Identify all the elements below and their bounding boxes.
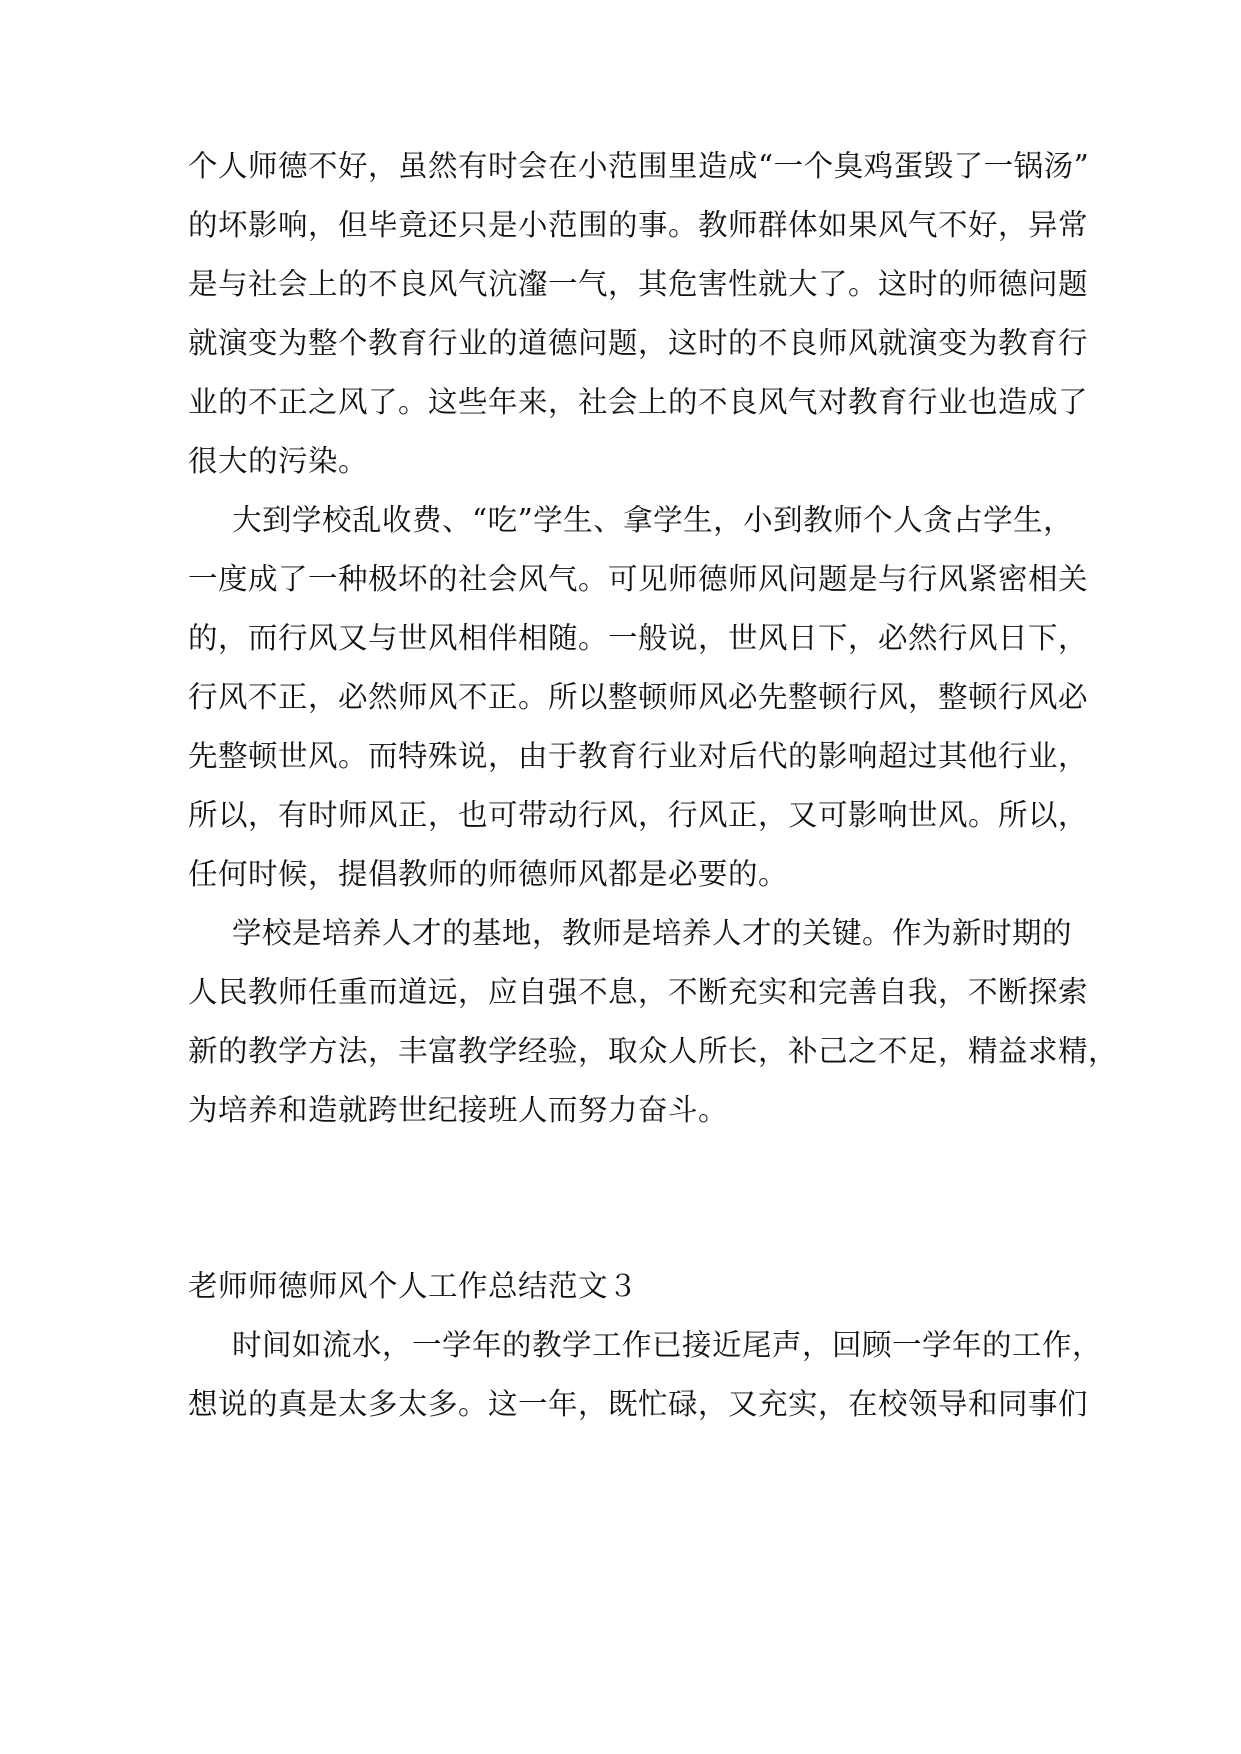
- section-title: 老师师德师风个人工作总结范文３: [188, 1269, 639, 1303]
- text-line: 为培养和造就跨世纪接班人而努力奋斗。: [188, 1093, 729, 1127]
- text-line: 时间如流水，一学年的教学工作已接近尾声，回顾一学年的工作，: [232, 1328, 1103, 1362]
- text-line: 想说的真是太多太多。这一年，既忙碌，又充实，在校领导和同事们: [188, 1387, 1089, 1421]
- text-line: 所以，有时师风正，也可带动行风，行风正，又可影响世风。所以，: [188, 798, 1089, 832]
- text-line: 是与社会上的不良风气沆瀣一气，其危害性就大了。这时的师德问题: [188, 267, 1089, 301]
- text-line: 个人师德不好，虽然有时会在小范围里造成“一个臭鸡蛋毁了一锅汤”: [188, 149, 1090, 183]
- text-line: 学校是培养人才的基地，教师是培养人才的关键。作为新时期的: [232, 916, 1073, 950]
- text-line: 就演变为整个教育行业的道德问题，这时的不良师风就演变为教育行: [188, 326, 1089, 360]
- text-line: 行风不正，必然师风不正。所以整顿师风必先整顿行风，整顿行风必: [188, 680, 1089, 714]
- text-line: 的坏影响，但毕竟还只是小范围的事。教师群体如果风气不好，异常: [188, 208, 1089, 242]
- text-line: 业的不正之风了。这些年来，社会上的不良风气对教育行业也造成了: [188, 385, 1089, 419]
- text-line: 一度成了一种极坏的社会风气。可见师德师风问题是与行风紧密相关: [188, 562, 1089, 596]
- text-line: 新的教学方法，丰富教学经验，取众人所长，补己之不足，精益求精，: [188, 1034, 1119, 1068]
- text-line: 很大的污染。: [188, 444, 369, 478]
- text-line: 大到学校乱收费、“吃”学生、拿学生，小到教师个人贪占学生，: [232, 503, 1074, 537]
- text-line: 的，而行风又与世风相伴相随。一般说，世风日下，必然行风日下，: [188, 621, 1089, 655]
- text-line: 先整顿世风。而特殊说，由于教育行业对后代的影响超过其他行业，: [188, 739, 1089, 773]
- text-line: 人民教师任重而道远，应自强不息，不断充实和完善自我，不断探索: [188, 975, 1089, 1009]
- text-line: 任何时候，提倡教师的师德师风都是必要的。: [188, 857, 789, 891]
